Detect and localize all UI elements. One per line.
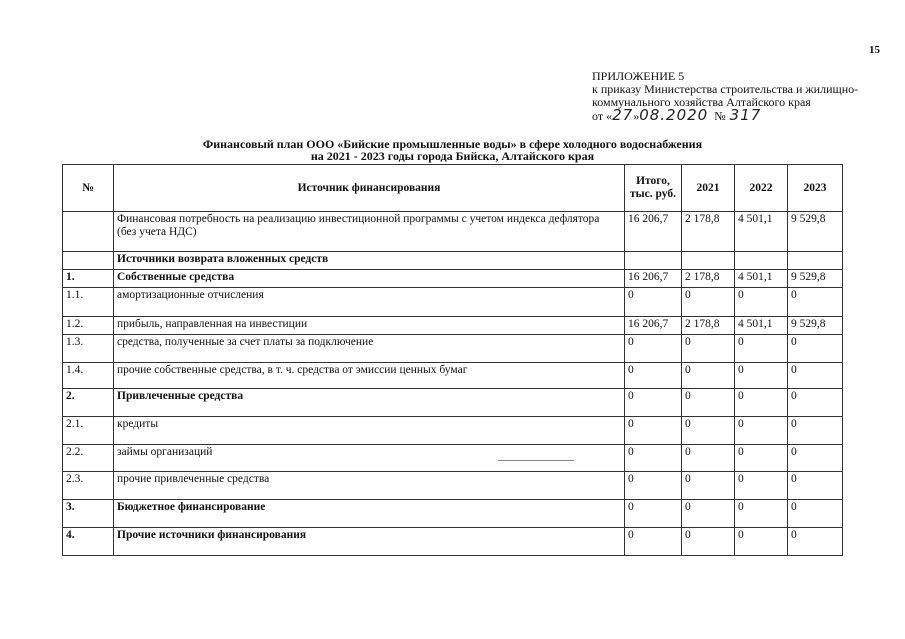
row-source: прочие собственные средства, в т. ч. средства от эмиссии ценных бумаг <box>114 363 625 389</box>
row-source: средства, полученные за счет платы за подключение <box>114 335 625 363</box>
row-source: Источники возврата вложенных средств <box>114 252 625 270</box>
row-num: 2.2. <box>63 445 114 472</box>
appendix-order-line2: коммунального хозяйства Алтайского края <box>592 95 811 109</box>
row-num: 3. <box>63 500 114 528</box>
table-row <box>63 389 843 417</box>
handwritten-order-number: 317 <box>729 106 762 124</box>
row-source: Прочие источники финансирования <box>114 528 625 556</box>
row-2022: 0 <box>735 288 788 317</box>
row-2021: 0 <box>682 528 735 556</box>
row-total <box>625 252 682 270</box>
row-2021 <box>682 252 735 270</box>
row-total: 0 <box>625 472 682 500</box>
row-2022: 0 <box>735 472 788 500</box>
row-2022 <box>735 252 788 270</box>
row-total: 0 <box>625 445 682 472</box>
row-num: 1.3. <box>63 335 114 363</box>
row-2023: 9 529,8 <box>788 317 843 335</box>
financial-plan-table <box>62 164 843 556</box>
row-2022: 0 <box>735 528 788 556</box>
table-row <box>63 252 843 270</box>
row-total: 0 <box>625 288 682 317</box>
row-2023: 0 <box>788 363 843 389</box>
document-title <box>0 138 905 162</box>
row-source: прибыль, направленная на инвестиции <box>114 317 625 335</box>
row-num <box>63 252 114 270</box>
row-2021: 2 178,8 <box>682 212 735 252</box>
row-source: Бюджетное финансирование <box>114 500 625 528</box>
row-num: 1. <box>63 270 114 288</box>
table-row <box>63 445 843 472</box>
row-2022: 0 <box>735 445 788 472</box>
row-source: прочие привлеченные средства <box>114 472 625 500</box>
row-source: амортизационные отчисления <box>114 288 625 317</box>
appendix-block <box>592 70 858 123</box>
row-2023: 0 <box>788 472 843 500</box>
table-row <box>63 528 843 556</box>
row-2023: 0 <box>788 417 843 445</box>
table-row <box>63 270 843 288</box>
row-total: 0 <box>625 417 682 445</box>
row-2022: 4 501,1 <box>735 270 788 288</box>
appendix-date-line <box>592 106 858 124</box>
row-2022: 0 <box>735 500 788 528</box>
row-2021: 0 <box>682 417 735 445</box>
header-2023: 2023 <box>788 165 843 212</box>
header-2022: 2022 <box>735 165 788 212</box>
row-2023: 9 529,8 <box>788 212 843 252</box>
row-source: Привлеченные средства <box>114 389 625 417</box>
row-source: займы организаций <box>114 445 625 472</box>
handwritten-day: 27 <box>612 106 634 124</box>
date-mid: » <box>633 109 640 123</box>
row-2022: 0 <box>735 389 788 417</box>
row-source: кредиты <box>114 417 625 445</box>
row-source: Финансовая потребность на реализацию инвестиционной программы с учетом индекса дефлятора (без учета НДС) <box>114 212 625 252</box>
row-source: Собственные средства <box>114 270 625 288</box>
table-row <box>63 363 843 389</box>
page-number: 15 <box>869 44 880 56</box>
number-sign: № <box>714 109 726 123</box>
table-row <box>63 472 843 500</box>
row-total: 0 <box>625 528 682 556</box>
row-2021: 0 <box>682 363 735 389</box>
row-total: 0 <box>625 500 682 528</box>
row-2022: 4 501,1 <box>735 317 788 335</box>
table-header-row <box>63 165 843 212</box>
row-2022: 0 <box>735 417 788 445</box>
row-2021: 0 <box>682 335 735 363</box>
table-row <box>63 417 843 445</box>
row-2023: 0 <box>788 335 843 363</box>
row-num: 1.2. <box>63 317 114 335</box>
row-total: 16 206,7 <box>625 212 682 252</box>
row-total: 16 206,7 <box>625 317 682 335</box>
row-num <box>63 212 114 252</box>
row-num: 2. <box>63 389 114 417</box>
table-row <box>63 317 843 335</box>
row-2021: 0 <box>682 445 735 472</box>
header-total: Итого, тыс. руб. <box>625 165 682 212</box>
row-2021: 2 178,8 <box>682 270 735 288</box>
row-total: 0 <box>625 335 682 363</box>
row-2021: 0 <box>682 472 735 500</box>
row-2021: 2 178,8 <box>682 317 735 335</box>
table-row <box>63 212 843 252</box>
row-2021: 0 <box>682 389 735 417</box>
underline-mark <box>498 460 574 461</box>
row-2021: 0 <box>682 500 735 528</box>
row-2022: 4 501,1 <box>735 212 788 252</box>
table-row <box>63 500 843 528</box>
row-2023: 0 <box>788 500 843 528</box>
row-2023: 0 <box>788 288 843 317</box>
row-num: 1.1. <box>63 288 114 317</box>
row-num: 2.3. <box>63 472 114 500</box>
row-num: 2.1. <box>63 417 114 445</box>
row-2023: 0 <box>788 445 843 472</box>
header-num: № <box>63 165 114 212</box>
row-2023 <box>788 252 843 270</box>
row-2023: 9 529,8 <box>788 270 843 288</box>
row-2022: 0 <box>735 335 788 363</box>
header-source: Источник финансирования <box>114 165 625 212</box>
row-total: 0 <box>625 389 682 417</box>
row-2023: 0 <box>788 528 843 556</box>
row-total: 16 206,7 <box>625 270 682 288</box>
row-total: 0 <box>625 363 682 389</box>
row-2022: 0 <box>735 363 788 389</box>
appendix-title: ПРИЛОЖЕНИЕ 5 <box>592 69 685 83</box>
document-title-line1: Финансовый план ООО «Бийские промышленные воды» в сфере холодного водоснабжения <box>202 137 703 151</box>
handwritten-month-year: 08.2020 <box>639 106 709 124</box>
row-num: 4. <box>63 528 114 556</box>
row-2023: 0 <box>788 389 843 417</box>
appendix-order-line1: к приказу Министерства строительства и жилищно- <box>592 82 859 96</box>
document-title-line2: на 2021 - 2023 годы города Бийска, Алтайского края <box>310 149 595 163</box>
header-2021: 2021 <box>682 165 735 212</box>
table-row <box>63 335 843 363</box>
row-2021: 0 <box>682 288 735 317</box>
row-num: 1.4. <box>63 363 114 389</box>
date-prefix: от « <box>592 109 613 123</box>
table-row <box>63 288 843 317</box>
